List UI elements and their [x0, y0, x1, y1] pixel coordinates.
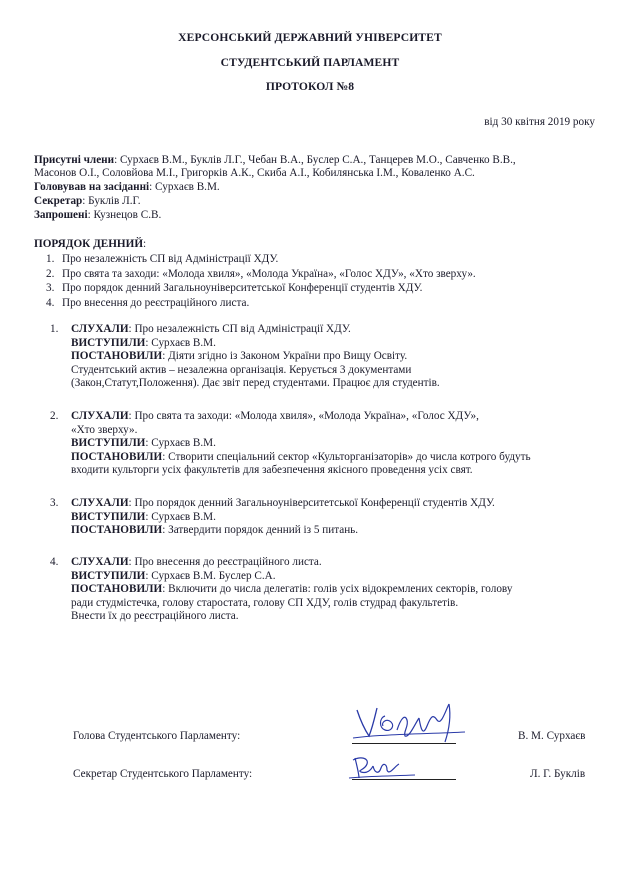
heard-line-continued: «Хто зверху». [71, 423, 138, 436]
secretary-signature-image [345, 752, 425, 782]
chair-line: Головував на засіданні: Сурхаєв В.М. [34, 181, 220, 193]
chair-signature-image [345, 696, 475, 752]
spoke-line: ВИСТУПИЛИ: Сурхаєв В.М. [71, 510, 216, 523]
resolved-extra: входити культорги усіх факультетів для забезпечення якісного проведення усіх свят. [71, 464, 473, 477]
secretary-name: Л. Г. Буклів [530, 768, 586, 780]
heard-line: СЛУХАЛИ: Про внесення до реєстраційного листа. [71, 556, 322, 568]
university-title: ХЕРСОНСЬКИЙ ДЕРЖАВНИЙ УНІВЕРСИТЕТ [178, 31, 442, 44]
resolved-line: ПОСТАНОВИЛИ: Створити спеціальний сектор «Культорганізаторів» до числа котрого будуть [71, 450, 531, 463]
chair-name: В. М. Сурхаєв [518, 730, 586, 742]
secretary-line: Секретар: Буклів Л.Г. [34, 195, 141, 207]
spoke-line: ВИСТУПИЛИ: Сурхаєв В.М. [71, 336, 216, 349]
spoke-line: ВИСТУПИЛИ: Сурхаєв В.М. Буслер С.А. [71, 569, 276, 582]
list-item: 2. Про свята та заходи: «Молода хвиля», «Молода Україна», «Голос ХДУ», «Хто зверху». [46, 267, 476, 280]
list-item: 3. Про порядок денний Загальноуніверситетської Конференції студентів ХДУ. [46, 282, 423, 295]
chair-signature-role: Голова Студентського Парламенту: [73, 730, 241, 742]
resolved-extra: Внести їх до реєстраційного листа. [71, 610, 239, 623]
heard-line: СЛУХАЛИ: Про свята та заходи: «Молода хвиля», «Молода Україна», «Голос ХДУ», [71, 410, 479, 422]
resolved-line: ПОСТАНОВИЛИ: Затвердити порядок денний із 5 питань. [71, 524, 359, 537]
agenda-list [46, 252, 476, 311]
agenda-title: ПОРЯДОК ДЕННИЙ: [34, 238, 147, 250]
protocol-title: ПРОТОКОЛ №8 [265, 80, 355, 93]
secretary-signature-role: Секретар Студентського Парламенту: [73, 768, 253, 780]
resolved-extra: ради студмістечка, голову старостата, голову СП ХДУ, голів студрад факультетів. [71, 596, 459, 609]
list-item: 1. Про незалежність СП від Адміністрації ХДУ. [46, 253, 279, 265]
present-members-line2: Масонов О.І., Соловйова М.І., Григорків А.К., Скиба А.І., Кобилянська І.М., Коваленко А.С. [34, 167, 475, 179]
heard-line: СЛУХАЛИ: Про незалежність СП від Адміністрації ХДУ. [71, 323, 351, 335]
resolved-extra: Студентський актив – незалежна організація. Керується 3 документами [71, 363, 412, 376]
resolved-line: ПОСТАНОВИЛИ: Включити до числа делегатів: голів усіх відокремлених секторів, голову [71, 583, 513, 596]
invited-line: Запрошені: Кузнецов С.В. [34, 209, 162, 221]
present-members-line1: Присутні члени: Сурхаєв В.М., Буклів Л.Г., Чебан В.А., Буслер С.А., Танцерев М.О., Савченко В.В., [34, 154, 516, 166]
resolved-line: ПОСТАНОВИЛИ: Діяти згідно із Законом України про Вищу Освіту. [71, 350, 408, 363]
parliament-title: СТУДЕНТСЬКИЙ ПАРЛАМЕНТ [220, 56, 400, 69]
list-item: 4. Про внесення до реєстраційного листа. [46, 297, 250, 310]
resolved-extra: (Закон,Статут,Положення). Дає звіт перед студентами. Працює для студентів. [71, 377, 440, 390]
protocol-page: ХЕРСОНСЬКИЙ ДЕРЖАВНИЙ УНІВЕРСИТЕТ СТУДЕНТСЬКИЙ ПАРЛАМЕНТ ПРОТОКОЛ №8 від 30 квітня 2019 року Присутні члени: Сурхаєв В.М., Буклів Л.Г., Чебан В.А., Буслер С.А., Танцерев М.О., Савченко В.В., Масонов О.І., Соловйова М.І., Григорків А.К., Скиба А.І., Кобилянська І.М., Коваленко А.С. Головував на засіданні: Сурхаєв В.М. Секретар: Буклів Л.Г. Запрошені: Кузнецов С.В. ПОРЯДОК ДЕННИЙ: 1. Про незалежність СП від Адміністрації ХДУ. 2. Про свята та заходи: «Молода хвиля», «Молода Україна», «Голос ХДУ», «Хто зверху». 3. Про порядок денний Загальноуніверситетської Конференції студентів ХДУ. 4. Про внесення до реєстраційного листа. 1. СЛУХАЛИ: Про незалежність СП від Адміністрації ХДУ. ВИСТУПИЛИ: Сурхаєв В.М. ПОСТАНОВИЛИ: Діяти згідно із Законом України про Вищу Освіту. Студентський актив – незалежна організація. Керується 3 документами (Закон,Статут,Положення). Дає звіт перед студентами. Працює для студентів. 2. СЛУХАЛИ: Про свята та заходи: «Молода хвиля», «Молода Україна», «Голос ХДУ», «Хто зверху». ВИСТУПИЛИ: Сурхаєв В.М. ПОСТАНОВИЛИ: Створити спеціальний сектор «Культорганізаторів» до числа котрого будуть входити культорги усіх факультетів для забезпечення якісного проведення усіх свят. 3. СЛУХАЛИ: Про порядок денний Загальноуніверситетської Конференції студентів ХДУ. ВИСТУПИЛИ: Сурхаєв В.М. ПОСТАНОВИЛИ: Затвердити порядок денний із 5 питань. 4. СЛУХАЛИ: Про внесення до реєстраційного листа. ВИСТУПИЛИ: Сурхаєв В.М. Буслер С.А. ПОСТАНОВИЛИ: Включити до числа делегатів: голів усіх відокремлених секторів, голову ради студмістечка, голову старостата, голову СП ХДУ, голів студрад факультетів. Внести їх до реєстраційного листа. Голова Студентського Парламенту: В. М. Сурхаєв Секретар Студентського Парламенту: Л. Г. Буклів [0, 0, 620, 877]
spoke-line: ВИСТУПИЛИ: Сурхаєв В.М. [71, 437, 216, 450]
protocol-date: від 30 квітня 2019 року [484, 116, 595, 128]
heard-line: СЛУХАЛИ: Про порядок денний Загальноуніверситетської Конференції студентів ХДУ. [71, 497, 495, 509]
